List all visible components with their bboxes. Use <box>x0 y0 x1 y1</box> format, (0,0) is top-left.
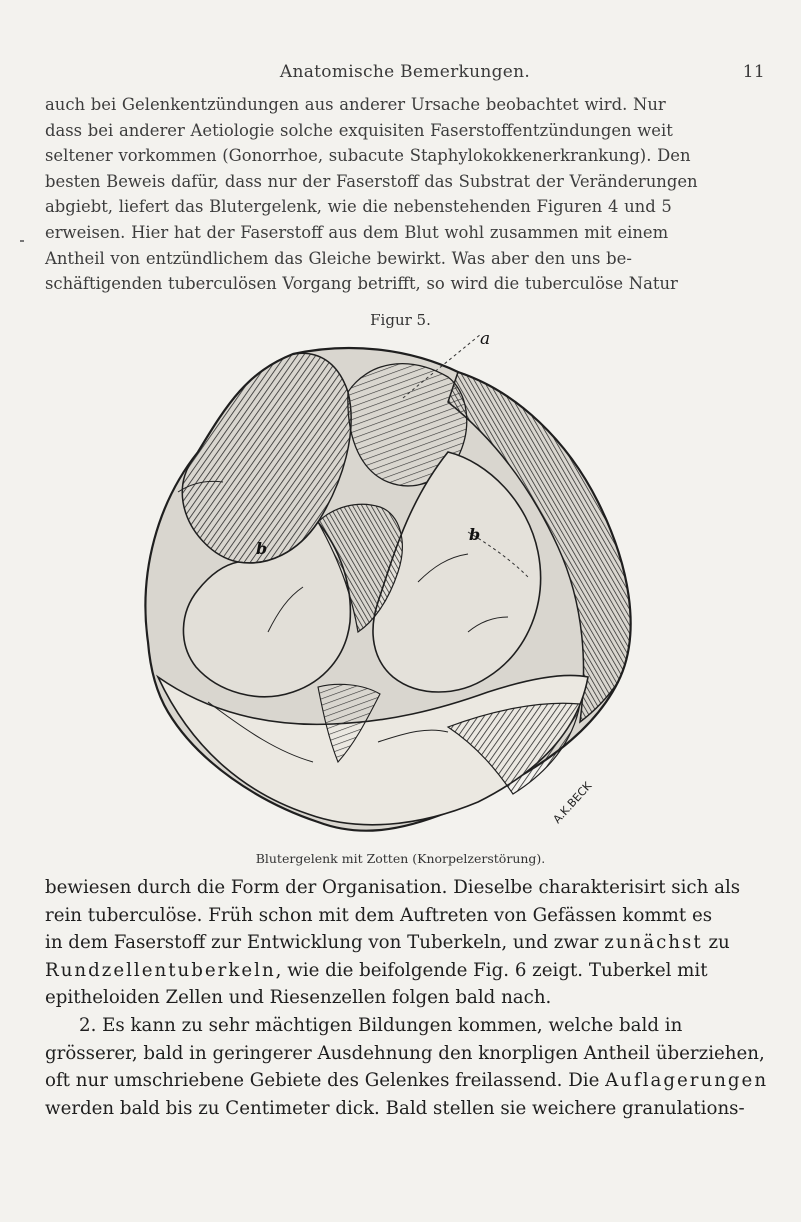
text-line: epitheloiden Zellen und Riesenzellen folgen bald nach. <box>45 987 552 1009</box>
text-line <box>45 957 765 985</box>
page-number: 11 <box>742 62 765 82</box>
text-span: oft nur umschriebene Gebiete des Gelenkes freilassend. Die <box>45 1070 606 1092</box>
text-span: , wie die beifolgende Fig. 6 zeigt. Tuberkel mit <box>275 959 708 981</box>
emphasis-spaced: Rundzellentuberkeln <box>45 959 276 981</box>
figure-label: Figur 5. <box>370 311 431 329</box>
text-line: grösserer, bald in geringerer Ausdehnung den knorpligen Antheil überziehen, <box>45 1042 765 1064</box>
text-line: besten Beweis dafür, dass nur der Faserstoff das Substrat der Veränderungen <box>45 171 698 191</box>
figure-caption: Blutergelenk mit Zotten (Knorpelzerstörung). <box>255 851 546 866</box>
text-line <box>45 1067 769 1095</box>
text-line: 2. Es kann zu sehr mächtigen Bildungen kommen, welche bald in <box>79 1014 683 1036</box>
marker-b-left: b <box>256 539 268 558</box>
text-line: werden bald bis zu Centimeter dick. Bald stellen sie weichere granulations- <box>45 1097 745 1119</box>
text-line: dass bei anderer Aetiologie solche exquisiten Faserstoffentzündungen weit <box>45 120 673 140</box>
text-line <box>45 929 765 957</box>
text-line: Antheil von entzündlichem das Gleiche bewirkt. Was aber den uns be- <box>45 248 632 268</box>
margin-mark <box>20 240 24 242</box>
text-span: in dem Faserstoff zur Entwicklung von Tuberkeln, und zwar <box>45 932 605 954</box>
marker-b-right: b <box>469 525 481 544</box>
text-line: abgiebt, liefert das Blutergelenk, wie die nebenstehenden Figuren 4 und 5 <box>45 197 672 217</box>
paragraph-top <box>45 92 765 297</box>
paragraph-bottom <box>45 874 769 1122</box>
text-line: rein tuberculöse. Früh schon mit dem Auftreten von Gefässen kommt es <box>45 904 713 926</box>
marker-a: a <box>480 332 491 349</box>
running-title: Anatomische Bemerkungen. <box>279 62 531 82</box>
text-line: seltener vorkommen (Gonorrhoe, subacute Staphylokokkenerkrankung). Den <box>45 146 691 166</box>
emphasis-spaced: zunächst <box>604 932 703 954</box>
text-line: erweisen. Hier hat der Faserstoff aus dem Blut wohl zusammen mit einem <box>45 222 669 242</box>
text-line: schäftigenden tuberculösen Vorgang betrifft, so wird die tuberculöse Natur <box>45 274 678 294</box>
text-line: auch bei Gelenkentzündungen aus anderer Ursache beobachtet wird. Nur <box>45 95 666 114</box>
page-header <box>45 62 765 88</box>
text-span: zu <box>702 932 730 954</box>
joint-engraving <box>118 332 664 848</box>
figure-illustration <box>118 332 664 848</box>
emphasis-spaced: Auflagerungen <box>605 1070 769 1092</box>
engraver-signature: A.K.BECK <box>550 779 595 827</box>
text-line: bewiesen durch die Form der Organisation. Dieselbe charakterisirt sich als <box>45 877 741 898</box>
